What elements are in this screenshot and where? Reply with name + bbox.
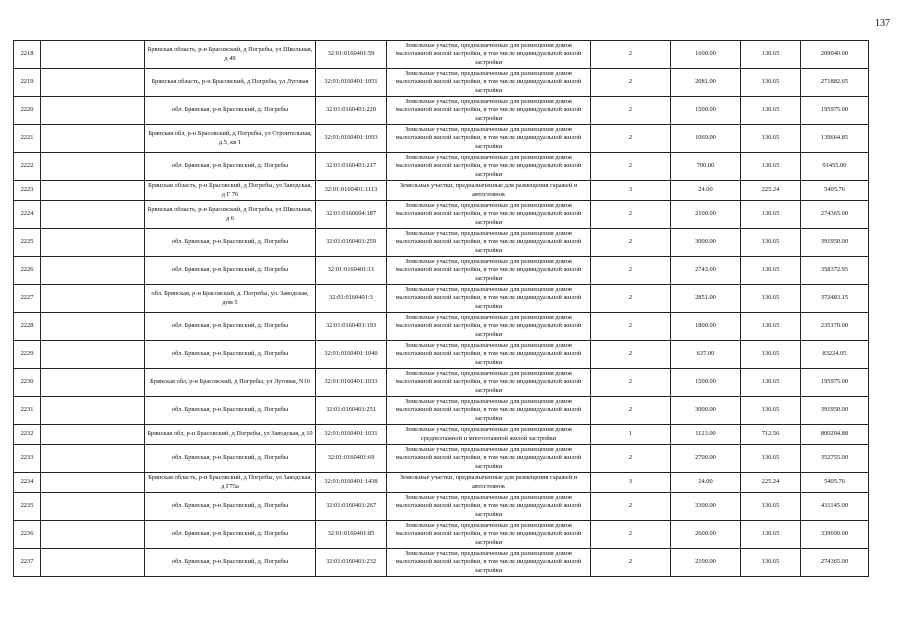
table-row: [14, 153, 869, 181]
group-cell: 2: [591, 493, 671, 521]
group-cell: 3: [591, 473, 671, 493]
area-cell: 1500.00: [671, 369, 741, 397]
cadastral-number-cell: 32:01:0160401:11: [316, 257, 387, 285]
row-number-cell: 2224: [14, 201, 41, 229]
cadastral-value-cell: 91455.00: [801, 153, 869, 181]
address-cell: Брянская область, р-н Брасовский, д Погребы, ул Луговая: [145, 69, 316, 97]
group-cell: 2: [591, 97, 671, 125]
address-cell: обл. Брянская, р-н Брасовский, д. Погребы: [145, 493, 316, 521]
rate-cell: 130.65: [741, 493, 801, 521]
empty-cell: [41, 153, 145, 181]
address-cell: Брянская обл, р-н Брасовский, д Погребы, ул Строительная, д.5, кв 1: [145, 125, 316, 153]
cadastral-value-cell: 431145.00: [801, 493, 869, 521]
empty-cell: [41, 521, 145, 549]
land-use-cell: Земельные участки, предназначенные для размещения домов малоэтажной жилой застройки, в том числе индивидуальной жилой застройки: [387, 97, 591, 125]
land-use-cell: Земельные участки, предназначенные для размещения домов малоэтажной жилой застройки, в том числе индивидуальной жилой застройки: [387, 153, 591, 181]
land-use-cell: Земельные участки, предназначенные для размещения домов малоэтажной жилой застройки, в том числе индивидуальной жилой застройки: [387, 341, 591, 369]
cadastral-number-cell: 32:01:0160401:3: [316, 285, 387, 313]
row-number-cell: 2225: [14, 229, 41, 257]
area-cell: 24.00: [671, 181, 741, 201]
group-cell: 2: [591, 549, 671, 577]
empty-cell: [41, 473, 145, 493]
cadastral-value-cell: 5405.76: [801, 473, 869, 493]
rate-cell: 130.65: [741, 341, 801, 369]
group-cell: 2: [591, 369, 671, 397]
land-use-cell: Земельные участки, предназначенные для размещения домов малоэтажной жилой застройки, в том числе индивидуальной жилой застройки: [387, 369, 591, 397]
table-row: [14, 549, 869, 577]
address-cell: обл. Брянская, р-н Брасовский, д. Погребы: [145, 313, 316, 341]
page-number: 137: [875, 18, 890, 29]
group-cell: 2: [591, 201, 671, 229]
cadastral-value-cell: 5405.76: [801, 181, 869, 201]
row-number-cell: 2230: [14, 369, 41, 397]
row-number-cell: 2226: [14, 257, 41, 285]
cadastral-number-cell: 32:01:0160401:1031: [316, 425, 387, 445]
table-row: [14, 425, 869, 445]
cadastral-value-cell: 800204.88: [801, 425, 869, 445]
group-cell: 2: [591, 41, 671, 69]
area-cell: 24.00: [671, 473, 741, 493]
address-cell: Брянская обл, р-н Брасовский, д Погребы, ул Луговая, N10: [145, 369, 316, 397]
land-use-cell: Земельные участки, предназначенные для размещения домов малоэтажной жилой застройки, в том числе индивидуальной жилой застройки: [387, 41, 591, 69]
row-number-cell: 2237: [14, 549, 41, 577]
land-use-cell: Земельные участки, предназначенные для размещения домов малоэтажной жилой застройки, в том числе индивидуальной жилой застройки: [387, 201, 591, 229]
table-row: [14, 369, 869, 397]
cadastral-value-cell: 195975.00: [801, 369, 869, 397]
rate-cell: 225.24: [741, 181, 801, 201]
land-use-cell: Земельные участки, предназначенные для размещения домов малоэтажной жилой застройки, в том числе индивидуальной жилой застройки: [387, 521, 591, 549]
empty-cell: [41, 549, 145, 577]
address-cell: обл. Брянская, р-н Брасовский, д. Погребы: [145, 97, 316, 125]
empty-cell: [41, 285, 145, 313]
area-cell: 1600.00: [671, 41, 741, 69]
empty-cell: [41, 41, 145, 69]
empty-cell: [41, 181, 145, 201]
cadastral-value-cell: 352755.00: [801, 445, 869, 473]
table-row: [14, 493, 869, 521]
cadastral-number-cell: 32:01:0160604:187: [316, 201, 387, 229]
land-use-cell: Земельные участки, предназначенные для размещения домов малоэтажной жилой застройки, в том числе индивидуальной жилой застройки: [387, 493, 591, 521]
land-use-cell: Земельные участки, предназначенные для размещения гаражей и автостоянок: [387, 473, 591, 493]
empty-cell: [41, 69, 145, 97]
empty-cell: [41, 369, 145, 397]
empty-cell: [41, 493, 145, 521]
address-cell: Брянская обл, р-н Брасовский, д Погребы, ул Заводская, д 10: [145, 425, 316, 445]
land-use-cell: Земельные участки, предназначенные для размещения домов малоэтажной жилой застройки, в том числе индивидуальной жилой застройки: [387, 257, 591, 285]
empty-cell: [41, 397, 145, 425]
rate-cell: 130.65: [741, 549, 801, 577]
group-cell: 2: [591, 445, 671, 473]
cadastral-number-cell: 32:01:0160401:220: [316, 97, 387, 125]
group-cell: 2: [591, 521, 671, 549]
row-number-cell: 2232: [14, 425, 41, 445]
area-cell: 1500.00: [671, 97, 741, 125]
table-row: [14, 445, 869, 473]
rate-cell: 130.65: [741, 125, 801, 153]
rate-cell: 225.24: [741, 473, 801, 493]
cadastral-number-cell: 32:01:0160401:1033: [316, 369, 387, 397]
row-number-cell: 2235: [14, 493, 41, 521]
cadastral-value-cell: 391950.00: [801, 397, 869, 425]
area-cell: 2600.00: [671, 521, 741, 549]
cadastral-value-cell: 235170.00: [801, 313, 869, 341]
table-row: [14, 313, 869, 341]
cadastral-number-cell: 32:01:0160401:259: [316, 229, 387, 257]
land-use-cell: Земельные участки, предназначенные для размещения домов малоэтажной жилой застройки, в том числе индивидуальной жилой застройки: [387, 125, 591, 153]
group-cell: 2: [591, 257, 671, 285]
rate-cell: 130.65: [741, 69, 801, 97]
land-use-cell: Земельные участки, предназначенные для размещения домов малоэтажной жилой застройки, в том числе индивидуальной жилой застройки: [387, 69, 591, 97]
row-number-cell: 2218: [14, 41, 41, 69]
group-cell: 2: [591, 285, 671, 313]
address-cell: обл. Брянская, р-н Брасовский, д. Погребы: [145, 397, 316, 425]
empty-cell: [41, 341, 145, 369]
table-row: [14, 69, 869, 97]
row-number-cell: 2234: [14, 473, 41, 493]
rate-cell: 130.65: [741, 521, 801, 549]
table-row: [14, 229, 869, 257]
cadastral-number-cell: 32:01:0160401:1438: [316, 473, 387, 493]
rate-cell: 130.65: [741, 285, 801, 313]
group-cell: 2: [591, 341, 671, 369]
row-number-cell: 2233: [14, 445, 41, 473]
area-cell: 1123.00: [671, 425, 741, 445]
row-number-cell: 2229: [14, 341, 41, 369]
land-use-cell: Земельные участки, предназначенные для размещения домов малоэтажной жилой застройки, в том числе индивидуальной жилой застройки: [387, 229, 591, 257]
row-number-cell: 2223: [14, 181, 41, 201]
group-cell: 2: [591, 229, 671, 257]
cadastral-number-cell: 32:01:0160401:1093: [316, 125, 387, 153]
land-use-cell: Земельные участки, предназначенные для размещения домов среднеэтажной и многоэтажной жилой застройки: [387, 425, 591, 445]
land-use-cell: Земельные участки, предназначенные для размещения домов малоэтажной жилой застройки, в том числе индивидуальной жилой застройки: [387, 313, 591, 341]
group-cell: 1: [591, 425, 671, 445]
cadastral-value-cell: 391950.00: [801, 229, 869, 257]
land-use-cell: Земельные участки, предназначенные для размещения гаражей и автостоянок: [387, 181, 591, 201]
cadastral-value-cell: 372483.15: [801, 285, 869, 313]
cadastral-number-cell: 32:01:0160401:1040: [316, 341, 387, 369]
group-cell: 2: [591, 125, 671, 153]
area-cell: 3000.00: [671, 229, 741, 257]
rate-cell: 130.65: [741, 257, 801, 285]
cadastral-number-cell: 32:01:0160401:1051: [316, 69, 387, 97]
cadastral-value-cell: 195975.00: [801, 97, 869, 125]
table-row: [14, 125, 869, 153]
cadastral-value-cell: 274365.00: [801, 201, 869, 229]
row-number-cell: 2220: [14, 97, 41, 125]
cadastral-number-cell: 32:01:0160401:217: [316, 153, 387, 181]
area-cell: 3000.00: [671, 397, 741, 425]
address-cell: Брянская область, р-н Брасовский, д Погребы, ул Школьная, д 49: [145, 41, 316, 69]
group-cell: 2: [591, 153, 671, 181]
table-row: [14, 257, 869, 285]
group-cell: 2: [591, 69, 671, 97]
rate-cell: 130.65: [741, 97, 801, 125]
address-cell: обл. Брянская, р-н Брасовский, д. Погребы: [145, 341, 316, 369]
table-row: [14, 201, 869, 229]
table-body: [14, 41, 869, 577]
area-cell: 1800.00: [671, 313, 741, 341]
table-row: [14, 521, 869, 549]
land-use-cell: Земельные участки, предназначенные для размещения домов малоэтажной жилой застройки, в том числе индивидуальной жилой застройки: [387, 397, 591, 425]
rate-cell: 130.65: [741, 153, 801, 181]
empty-cell: [41, 125, 145, 153]
address-cell: обл. Брянская, р-н Брасовский, д. Погребы: [145, 229, 316, 257]
cadastral-value-cell: 271882.65: [801, 69, 869, 97]
address-cell: обл. Брянская, р-н Брасовский, д. Погребы: [145, 549, 316, 577]
address-cell: обл. Брянская, р-н Брасовский, д. Погребы, ул. Заводская, дом 5: [145, 285, 316, 313]
table-row: [14, 181, 869, 201]
group-cell: 2: [591, 397, 671, 425]
area-cell: 2700.00: [671, 445, 741, 473]
row-number-cell: 2228: [14, 313, 41, 341]
empty-cell: [41, 257, 145, 285]
row-number-cell: 2227: [14, 285, 41, 313]
area-cell: 637.00: [671, 341, 741, 369]
group-cell: 2: [591, 313, 671, 341]
rate-cell: 130.65: [741, 41, 801, 69]
empty-cell: [41, 201, 145, 229]
address-cell: обл. Брянская, р-н Брасовский, д. Погребы: [145, 521, 316, 549]
group-cell: 3: [591, 181, 671, 201]
cadastral-value-cell: 339690.00: [801, 521, 869, 549]
area-cell: 2100.00: [671, 549, 741, 577]
area-cell: 700.00: [671, 153, 741, 181]
area-cell: 2743.00: [671, 257, 741, 285]
cadastral-value-cell: 274365.00: [801, 549, 869, 577]
area-cell: 1069.00: [671, 125, 741, 153]
land-use-cell: Земельные участки, предназначенные для размещения домов малоэтажной жилой застройки, в том числе индивидуальной жилой застройки: [387, 445, 591, 473]
empty-cell: [41, 313, 145, 341]
area-cell: 2851.00: [671, 285, 741, 313]
cadastral-number-cell: 32:01:0160401:267: [316, 493, 387, 521]
empty-cell: [41, 97, 145, 125]
empty-cell: [41, 229, 145, 257]
cadastral-value-cell: 209040.00: [801, 41, 869, 69]
address-cell: Брянская область, р-н Брасовский, д Погребы, ул Заводская, д Г75а: [145, 473, 316, 493]
empty-cell: [41, 445, 145, 473]
row-number-cell: 2219: [14, 69, 41, 97]
address-cell: обл. Брянская, р-н Брасовский, д. Погребы: [145, 445, 316, 473]
table-row: [14, 341, 869, 369]
cadastral-value-cell: 83224.05: [801, 341, 869, 369]
rate-cell: 712.56: [741, 425, 801, 445]
area-cell: 2081.00: [671, 69, 741, 97]
table-row: [14, 97, 869, 125]
cadastral-number-cell: 32:01:0160401:1113: [316, 181, 387, 201]
cadastral-number-cell: 32:01:0160401:85: [316, 521, 387, 549]
rate-cell: 130.65: [741, 397, 801, 425]
address-cell: обл. Брянская, р-н Брасовский, д. Погребы: [145, 257, 316, 285]
address-cell: обл. Брянская, р-н Брасовский, д. Погребы: [145, 153, 316, 181]
cadastral-number-cell: 32:01:0160401:232: [316, 549, 387, 577]
cadastral-value-cell: 358372.95: [801, 257, 869, 285]
row-number-cell: 2236: [14, 521, 41, 549]
land-use-cell: Земельные участки, предназначенные для размещения домов малоэтажной жилой застройки, в том числе индивидуальной жилой застройки: [387, 285, 591, 313]
cadastral-value-cell: 139664.85: [801, 125, 869, 153]
rate-cell: 130.65: [741, 445, 801, 473]
rate-cell: 130.65: [741, 229, 801, 257]
table-row: [14, 473, 869, 493]
row-number-cell: 2222: [14, 153, 41, 181]
address-cell: Брянская область, р-н Брасовский, д Погребы, ул Школьная, д 6: [145, 201, 316, 229]
empty-cell: [41, 425, 145, 445]
address-cell: Брянская область, р-н Брасовский, д Погребы, ул Заводская, д Г 76: [145, 181, 316, 201]
rate-cell: 130.65: [741, 369, 801, 397]
table-row: [14, 41, 869, 69]
area-cell: 3300.00: [671, 493, 741, 521]
cadastral-number-cell: 32:01:0160401:59: [316, 41, 387, 69]
table-row: [14, 397, 869, 425]
rate-cell: 130.65: [741, 201, 801, 229]
table-row: [14, 285, 869, 313]
land-plots-table: [13, 40, 869, 577]
row-number-cell: 2231: [14, 397, 41, 425]
cadastral-number-cell: 32:01:0160401:69: [316, 445, 387, 473]
area-cell: 2100.00: [671, 201, 741, 229]
row-number-cell: 2221: [14, 125, 41, 153]
cadastral-number-cell: 32:01:0160401:251: [316, 397, 387, 425]
land-use-cell: Земельные участки, предназначенные для размещения домов малоэтажной жилой застройки, в том числе индивидуальной жилой застройки: [387, 549, 591, 577]
rate-cell: 130.65: [741, 313, 801, 341]
cadastral-number-cell: 32:01:0160401:193: [316, 313, 387, 341]
